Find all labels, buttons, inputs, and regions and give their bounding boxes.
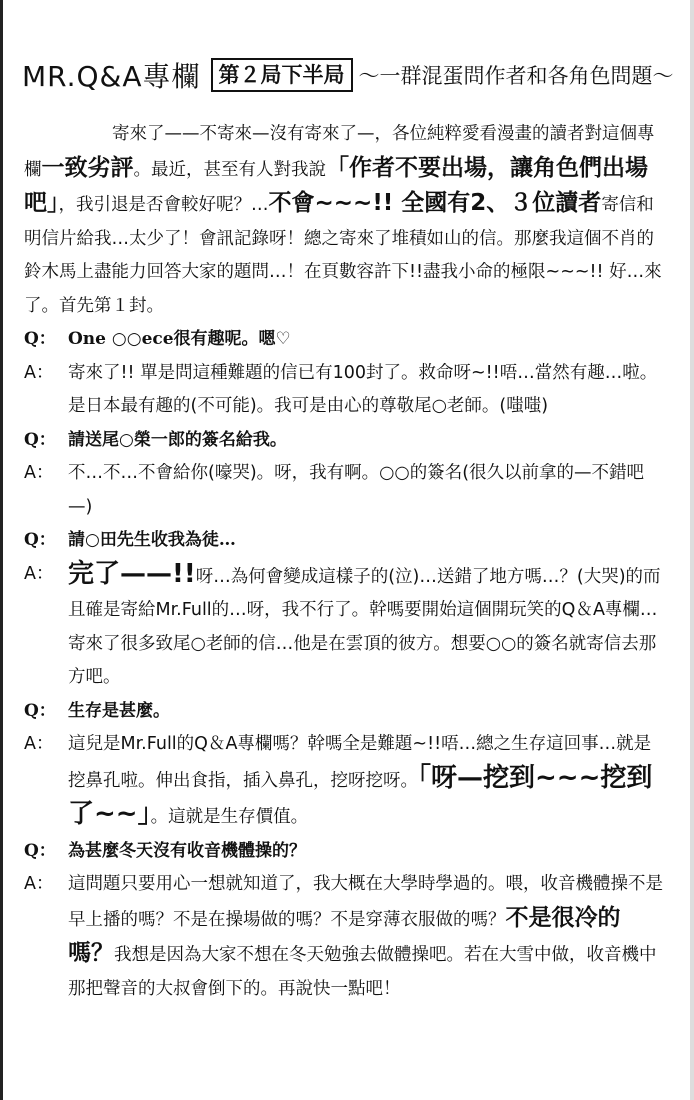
question-marker: Q： xyxy=(24,329,56,349)
intro-text-2: 。最近，甚至有人對我說 xyxy=(133,159,326,180)
answer-4 xyxy=(24,728,664,835)
answer-text: 呀…為何會變成這樣子的(泣)…送錯了地方嗎…？(大哭)的而且確是寄給Mr.Full的…呀，我不行了。幹嗎要開始這個開玩笑的Q＆A專欄…寄來了很多致尾○老師的信…他是在雲頂的彼方。想要○○的簽名就寄信去那方吧。 xyxy=(68,566,661,687)
intro-text-4: 寄信和明信片給我…太少了！會訊記錄呀！總之寄來了堆積如山的信。那麼我這個不肖的鈴木馬上盡能力回答大家的題問…！在頁數容許下!!盡我小命的極限~~~!! 好…來了。首先第１封。 xyxy=(24,195,662,316)
answer-2 xyxy=(24,457,664,524)
page-edge-right xyxy=(690,0,694,1100)
answer-text-wrap xyxy=(68,558,664,695)
answer-text: 這問題只要用心一想就知道了，我大概在大學時學過的。喂，收音機體操不是早上播的嗎？不是在操場做的嗎？不是穿薄衣服做的嗎？ xyxy=(68,874,663,930)
answer-marker: A： xyxy=(24,463,54,483)
answer-text-wrap xyxy=(68,728,664,835)
article-body xyxy=(24,118,664,1006)
answer-5 xyxy=(24,868,664,1006)
answer-marker: A： xyxy=(24,874,54,894)
answer-1 xyxy=(24,357,664,424)
question-text: 請送尾○榮一郎的簽名給我。 xyxy=(68,429,287,450)
inning-label-box: 第２局下半局 xyxy=(211,58,353,92)
question-marker: Q： xyxy=(24,530,56,550)
answer-tail: 我想是因為大家不想在冬天勉強去做體操吧。若在大雪中做，收音機中那把聲音的大叔會倒下的。再說快一點吧！ xyxy=(68,945,657,999)
answer-marker: A： xyxy=(24,563,54,584)
answer-marker: A： xyxy=(24,362,54,383)
answer-bold: 不是很冷的嗎？ xyxy=(68,904,621,966)
question-text: One ○○ece很有趣呢。嗯♡ xyxy=(68,329,291,349)
answer-marker: A： xyxy=(24,734,54,754)
page-edge-left xyxy=(0,0,3,1100)
answer-text: 不…不…不會給你(嚎哭)。呀，我有啊。○○的簽名(很久以前拿的—不錯吧—) xyxy=(68,463,645,517)
answer-bold: 「呀—挖到~~~挖到了~~」 xyxy=(68,762,653,829)
answer-tail: 。這就是生存價值。 xyxy=(150,807,309,827)
answer-3 xyxy=(24,558,664,695)
intro-text-3: ，我引退是否會較好呢？… xyxy=(58,195,269,215)
intro-paragraph xyxy=(24,118,664,323)
answer-text: 這兒是Mr.Full的Q＆A專欄嗎？幹嗎全是難題~!!唔…總之生存這回事…就是挖鼻孔啦。伸出食指，插入鼻孔，挖呀挖呀。 xyxy=(68,734,652,791)
intro-bold-1: 一致劣評 xyxy=(41,154,134,181)
question-marker: Q： xyxy=(24,429,56,450)
question-1 xyxy=(24,323,664,357)
column-subtitle: ～一群混蛋問作者和各角色問題～ xyxy=(358,64,674,88)
question-3 xyxy=(24,524,664,558)
question-text: 請○田先生收我為徒… xyxy=(68,530,236,550)
intro-text-1: 寄來了——不寄來—沒有寄來了—，各位純粹愛看漫畫的讀者對這個專欄 xyxy=(24,124,655,180)
intro-bold-2: 「作者不要出場，讓角色們出場吧」 xyxy=(24,154,648,216)
column-header xyxy=(22,52,682,98)
question-marker: Q： xyxy=(24,840,56,861)
question-2 xyxy=(24,424,664,458)
question-5 xyxy=(24,835,664,869)
question-marker: Q： xyxy=(24,700,56,721)
question-text: 為甚麼冬天沒有收音機體操的？ xyxy=(68,840,306,861)
answer-text-wrap xyxy=(68,868,664,1006)
answer-text: 寄來了!! 單是問這種難題的信已有100封了。救命呀~!!唔…當然有趣…啦。是日本最有趣的(不可能)。我可是由心的尊敬尾○老師。(嗤嗤) xyxy=(68,362,658,416)
question-text: 生存是甚麼。 xyxy=(68,700,170,721)
question-4 xyxy=(24,695,664,729)
answer-bold: 完了——!! xyxy=(68,558,196,589)
intro-bold-3: 不會~~~!! 全國有2、３位讀者 xyxy=(268,190,602,216)
column-title: MR.Q&A專欄 xyxy=(22,60,201,93)
